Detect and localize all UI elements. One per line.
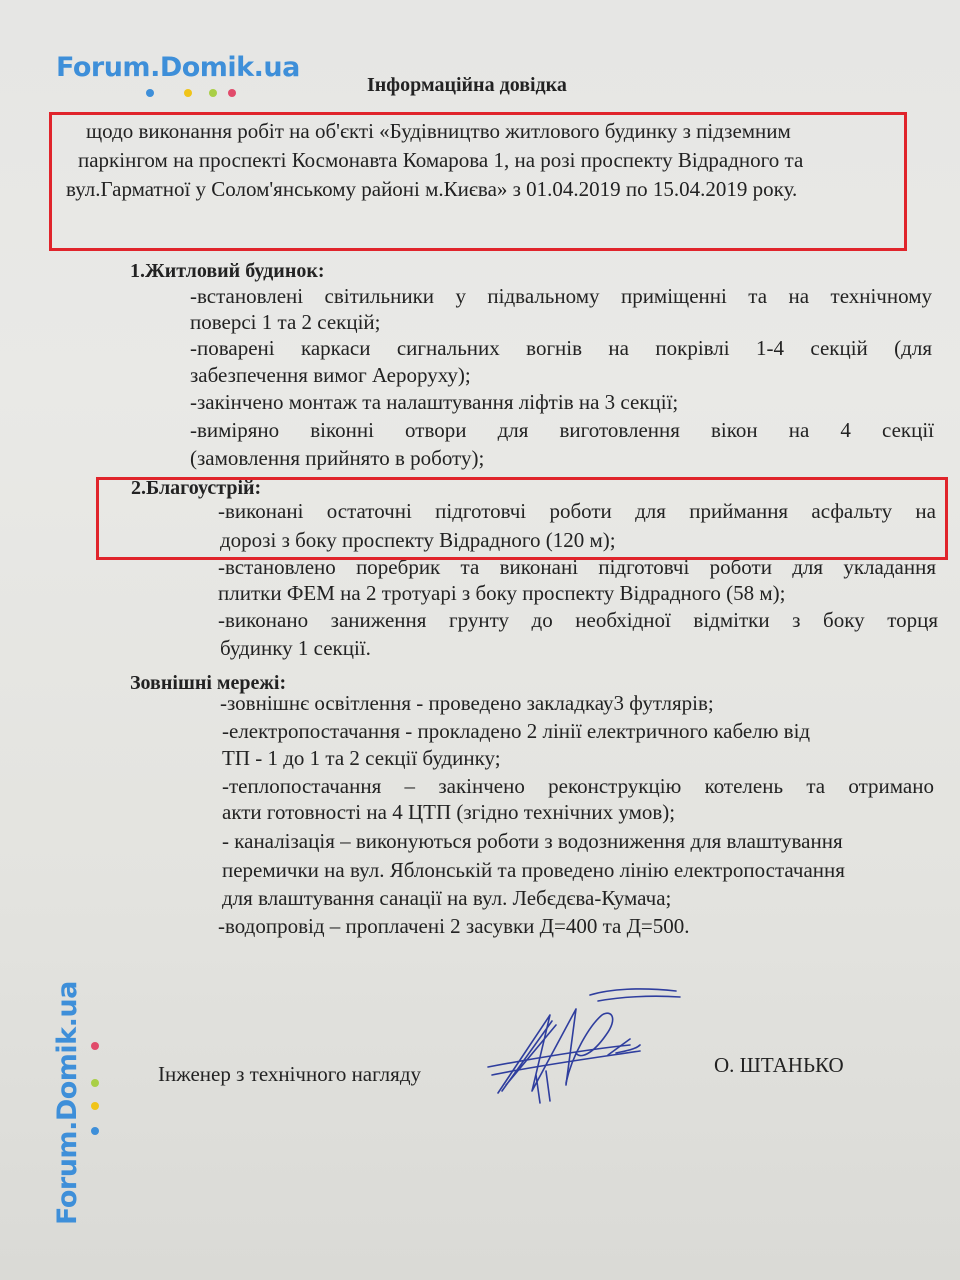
- watermark-dots-side: [85, 981, 99, 1225]
- watermark-dot-yellow: [91, 1102, 99, 1110]
- section1-heading: 1.Житловий будинок:: [130, 260, 325, 282]
- section2-line-2: дорозі з боку проспекту Відрадного (120 м);: [220, 528, 616, 552]
- section1-line-6: -виміряно віконні отвори для виготовлення вікон на 4 секції: [190, 418, 934, 442]
- intro-line-2: паркінгом на проспекті Космонавта Комарова 1, на розі проспекту Відрадного та: [78, 148, 804, 172]
- intro-line-1: щодо виконання робіт на об'єкті «Будівництво житлового будинку з підземним: [86, 119, 791, 143]
- watermark-dot-blue: [146, 89, 154, 97]
- section3-line-1: -зовнішнє освітлення - проведено закладкау3 футлярів;: [220, 691, 714, 715]
- signature-position: Інженер з технічного нагляду: [158, 1062, 422, 1086]
- watermark-dot-green: [91, 1079, 99, 1087]
- watermark-dot-yellow: [184, 89, 192, 97]
- section3-line-8: для влаштування санації на вул. Лебєдєва-Кумача;: [222, 886, 672, 910]
- watermark-logo-top: [56, 52, 300, 99]
- section1-line-3: -поварені каркаси сигнальних вогнів на покрівлі 1-4 секцій (для: [190, 336, 932, 360]
- watermark-dot-green: [209, 89, 217, 97]
- section2-line-1: -виконані остаточні підготовчі роботи для приймання асфальту на: [218, 499, 936, 523]
- section1-line-5: -закінчено монтаж та налаштування ліфтів на 3 секції;: [190, 390, 679, 414]
- section3-line-4: -теплопостачання – закінчено реконструкцію котелень та отримано: [222, 774, 934, 798]
- watermark-dot-pink: [91, 1042, 99, 1050]
- section1-line-2: поверсі 1 та 2 секцій;: [190, 310, 381, 334]
- section1-line-1: -встановлені світильники у підвальному приміщенні та на технічному: [190, 284, 932, 308]
- watermark-logo-side: [52, 981, 99, 1225]
- section3-line-9: -водопровід – проплачені 2 засувки Д=400 та Д=500.: [218, 914, 690, 938]
- section3-line-2: -електропостачання - прокладено 2 лінії електричного кабелю від: [222, 719, 811, 743]
- watermark-text: Forum.Domik.ua: [56, 52, 300, 83]
- section2-heading: 2.Благоустрій:: [131, 477, 262, 499]
- section2-line-4: плитки ФЕМ на 2 тротуарі з боку проспекту Відрадного (58 м);: [218, 581, 786, 605]
- signature-scribble: [480, 975, 690, 1105]
- section3-line-7: перемички на вул. Яблонській та проведено лінію електропостачання: [222, 858, 845, 882]
- document-title: Інформаційна довідка: [367, 74, 567, 96]
- section3-line-3: ТП - 1 до 1 та 2 секції будинку;: [222, 746, 501, 770]
- section3-heading: Зовнішні мережі:: [130, 672, 287, 694]
- section2-line-6: будинку 1 секції.: [220, 636, 371, 660]
- watermark-dot-blue: [91, 1127, 99, 1135]
- section2-line-3: -встановлено поребрик та виконані підготовчі роботи для укладання: [218, 555, 936, 579]
- section3-line-5: акти готовності на 4 ЦТП (згідно технічних умов);: [222, 800, 676, 824]
- watermark-dots: [56, 85, 300, 99]
- highlight-box-asphalt: [96, 477, 948, 560]
- watermark-dot-pink: [228, 89, 236, 97]
- section1-line-7: (замовлення прийнято в роботу);: [190, 446, 485, 470]
- section2-line-5: -виконано заниження грунту до необхідної відмітки з боку торця: [218, 608, 938, 632]
- watermark-text-side: Forum.Domik.ua: [52, 981, 83, 1225]
- signature-name: О. ШТАНЬКО: [714, 1053, 844, 1077]
- intro-line-3: вул.Гарматної у Солом'янському районі м.Києва» з 01.04.2019 по 15.04.2019 року.: [66, 177, 798, 201]
- highlight-box-intro: [49, 112, 907, 251]
- section1-line-4: забезпечення вимог Аероруху);: [190, 363, 471, 387]
- section3-line-6: - каналізація – виконуються роботи з водозниження для влаштування: [222, 829, 843, 853]
